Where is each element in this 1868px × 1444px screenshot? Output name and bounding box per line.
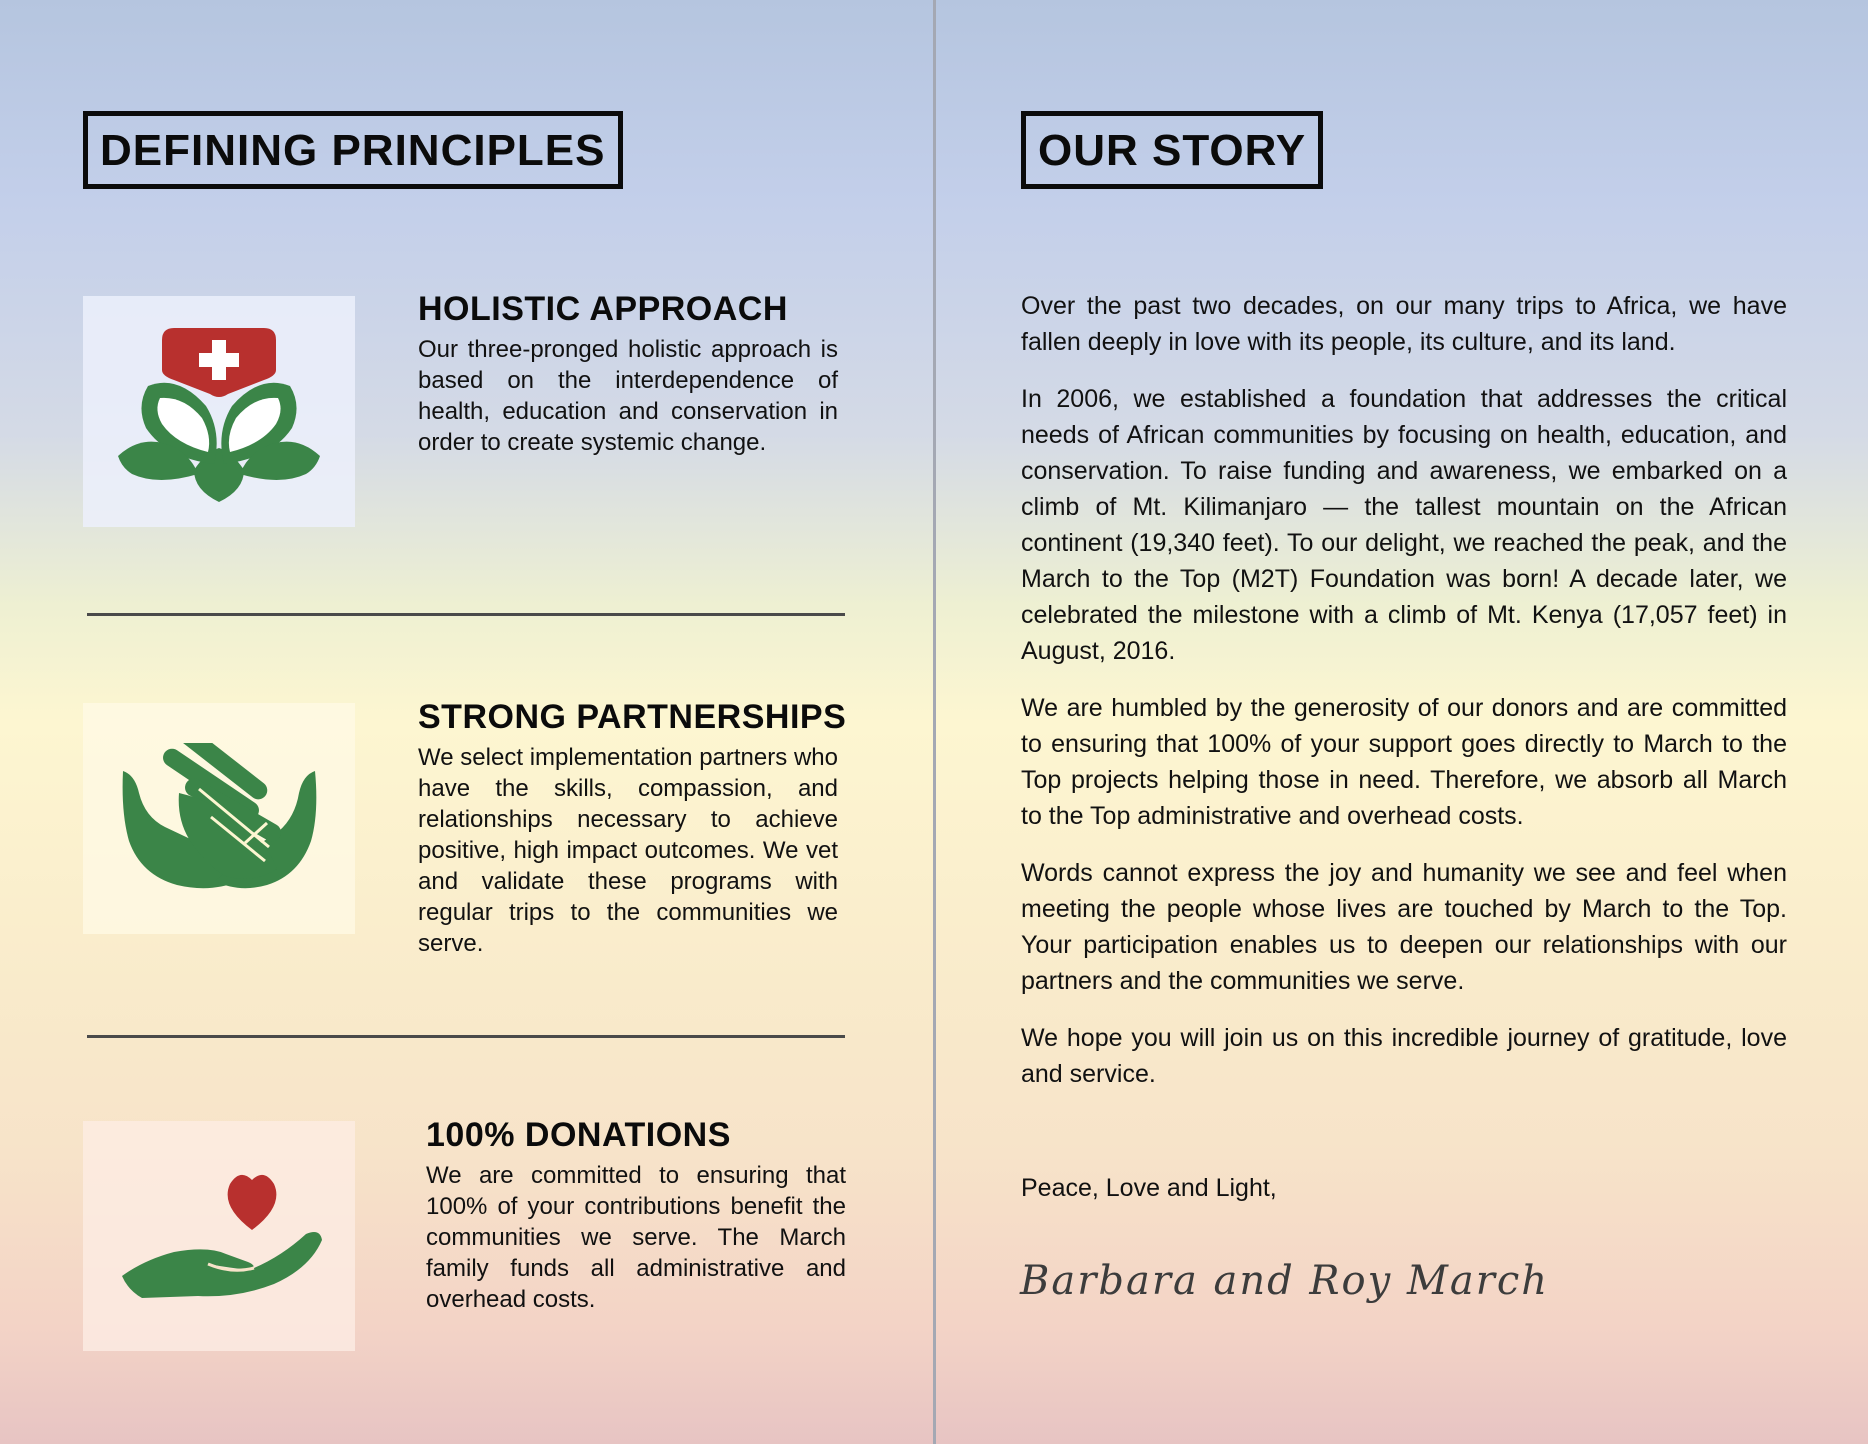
holistic-approach-tile [83,296,355,527]
hand-heart-icon [114,1166,324,1306]
lotus-medical-cross-icon [114,314,324,510]
principle-body: Our three-pronged holistic approach is based on the interdependence of health, education and conservation in order to create systemic change. [418,336,838,456]
page-fold-divider [933,0,936,1444]
our-story-body [1021,288,1787,1113]
defining-principles-heading: DEFINING PRINCIPLES [83,111,623,189]
signoff: Peace, Love and Light, [1021,1174,1277,1202]
story-paragraph: We hope you will join us on this incredible journey of gratitude, love and service. [1021,1024,1787,1088]
handwritten-signature: Barbara and Roy March [1020,1258,1550,1304]
principle-title: 100% DONATIONS [426,1116,731,1154]
story-paragraph: Words cannot express the joy and humanity we see and feel when meeting the people whose lives are touched by March to the Top. Your participation enables us to deepen our relationships with our partners and the communities we serve. [1021,859,1787,995]
story-paragraph: We are humbled by the generosity of our donors and are committed to ensuring that 100% of your support goes directly to March to the Top projects helping those in need. Therefore, we absorb all March to the Top administrative and overhead costs. [1021,694,1787,830]
principle-title: STRONG PARTNERSHIPS [418,698,847,736]
clasped-hands-icon [119,743,319,895]
principle-100-percent-donations [426,1116,846,1315]
our-story-heading: OUR STORY [1021,111,1323,189]
principle-strong-partnerships [418,698,847,959]
section-divider [87,1035,845,1038]
principle-body: We select implementation partners who have the skills, compassion, and relationships necessary to achieve positive, high impact outcomes. We vet and validate these programs with regular trips to the communities we serve. [418,744,838,957]
strong-partnerships-tile [83,703,355,934]
principle-title: HOLISTIC APPROACH [418,290,788,328]
principle-body: We are committed to ensuring that 100% of your contributions benefit the communities we serve. The March family funds all administrative and overhead costs. [426,1162,846,1313]
principle-holistic-approach [418,290,838,458]
section-divider [87,613,845,616]
donations-tile [83,1121,355,1351]
story-paragraph: In 2006, we established a foundation that addresses the critical needs of African communities by focusing on health, education, and conservation. To raise funding and awareness, we embarked on a climb of Mt. Kilimanjaro — the tallest mountain on the African continent (19,340 feet). To our delight, we reached the peak, and the March to the Top (M2T) Foundation was born! A decade later, we celebrated the milestone with a climb of Mt. Kenya (17,057 feet) in August, 2016. [1021,385,1787,665]
story-paragraph: Over the past two decades, on our many trips to Africa, we have fallen deeply in love with its people, its culture, and its land. [1021,292,1787,356]
